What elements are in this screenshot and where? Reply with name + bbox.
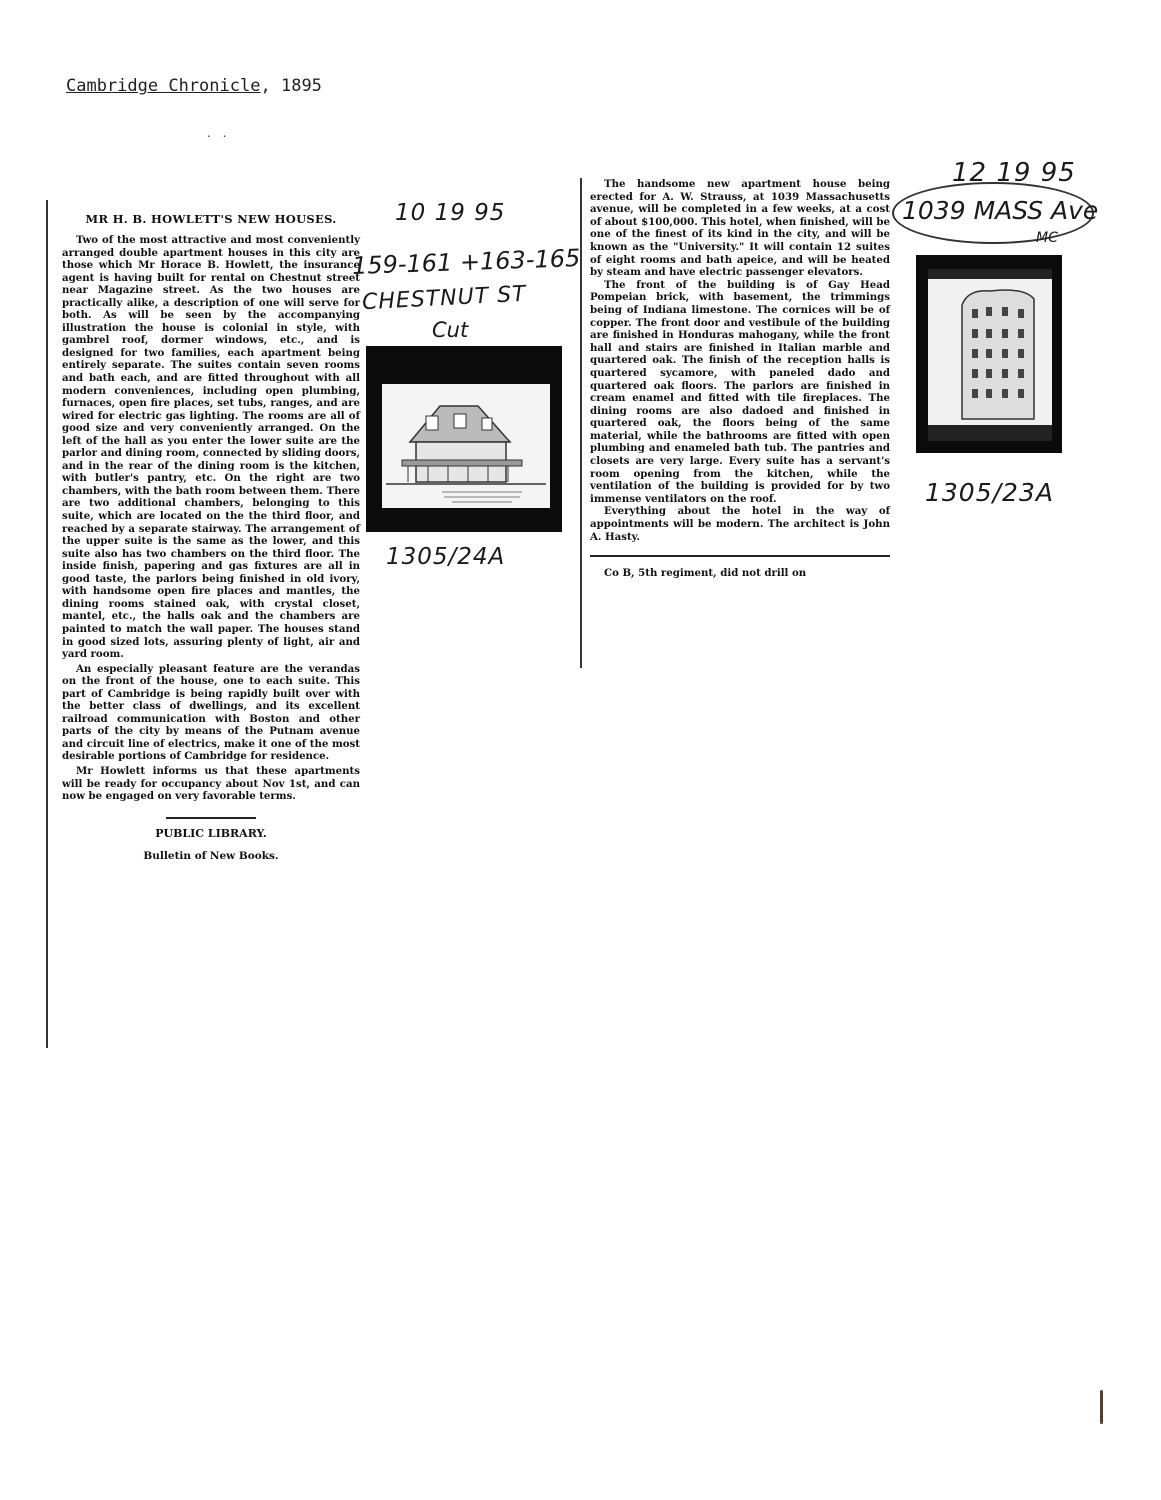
article-paragraph: The front of the building is of Gay Head Pompeian brick, with basement, the trimmings being of Indiana limestone. The cornices will be of copper. The front door and vestibule of the building are finished in Honduras mahogany, while the front hall and stairs are finished in Italian marble and quartered oak. The finish of the reception halls is quartered sycamore, with paneled dado and quartered oak floors. The parlors are finished in cream enamel and fitted with tile fireplaces. The dining rooms are also dadoed and finished in quartered oak, the floors being of the same material, while the bathrooms are fitted with open plumbing and enameled bath tub. The pantries and closets are very large. Every suite has a servant's room opening from the kitchen, while the ventilation of the building is provided for by two immense ventilators on the roof.	[590, 278, 890, 505]
section-subtitle: Bulletin of New Books.	[143, 849, 279, 862]
handwritten-address-left: 159-161 +163-165	[351, 244, 581, 280]
handwritten-catalog-number-right: 1305/23A	[925, 478, 1054, 507]
handwritten-catalog-number-left: 1305/24A	[386, 544, 506, 570]
source-title: Cambridge Chronicle	[66, 76, 261, 96]
house-illustration	[382, 384, 550, 508]
house-photo-thumbnail	[366, 346, 562, 532]
house-illustration-icon	[382, 384, 550, 508]
scan-specks: . .	[207, 126, 231, 140]
handwritten-initials-right: MC	[1036, 230, 1058, 246]
handwritten-date-left: 10 19 95	[395, 200, 506, 226]
article-paragraph: Two of the most attractive and most conveniently arranged double apartment houses in this city are those which Mr Horace B. Howlett, the insurance agent is having built for rental on Chestnut street near Magazine street. As the two houses are practically alike, a description of one will serve for both. As will be seen by the accompanying illustration the house is colonial in style, with gambrel roof, dormer windows, etc., and is designed for two families, each apartment being entirely separate. The suites contain seven rooms and bath each, and are fitted throughout with all modern conveniences, including open plumbing, furnaces, open fire places, set tubs, ranges, and are wired for electric gas lighting. The rooms are all of good size and very conveniently arranged. On the left of the hall as you enter the lower suite are the parlor and dining room, connected by sliding doors, and in the rear of the dining room is the kitchen, with butler's pantry, etc. On the right are two chambers, with the bath room between them. There are two additional chambers, belonging to this suite, which are located on the the third floor, and reached by a separate stairway. The arrangement of the upper suite is the same as the lower, and this suite also has two chambers on the third floor. The inside finish, papering and gas fixtures are all in good taste, the parlors being finished in old ivory, with handsome open fire places and mantles, the dining rooms stained oak, with crystal closet, mantel, etc., the halls oak and the chambers are painted to match the wall paper. The houses stand in good sized lots, assuring plenty of light, air and yard room.	[62, 234, 360, 661]
paper-mark	[1100, 1390, 1103, 1424]
section-rule	[166, 817, 256, 819]
source-separator: ,	[260, 76, 271, 96]
section-title: PUBLIC LIBRARY.	[155, 826, 267, 840]
article-paragraph: Everything about the hotel in the way of appointments will be modern. The architect is John A. Hasty.	[590, 505, 890, 543]
section-rule	[590, 555, 890, 557]
article-headline: MR H. B. HOWLETT'S NEW HOUSES.	[85, 212, 337, 226]
article-paragraph: The handsome new apartment house being erected for A. W. Strauss, at 1039 Massachusetts avenue, will be completed in a few weeks, at a cost of about $100,000. This hotel, when finished, will be one of the finest of its kind in the city, and will be known as the "University." It will contain 12 suites of eight rooms and bath apeice, and will be heated by steam and have electric passenger elevators.	[590, 178, 890, 279]
page-header	[66, 76, 322, 96]
apartment-photo-thumbnail	[916, 255, 1062, 453]
clipping-howlett-houses	[46, 200, 360, 1048]
handwritten-cut-left: Cut	[432, 318, 469, 342]
trailing-line: Co B, 5th regiment, did not drill on	[604, 567, 807, 580]
article-paragraph: An especially pleasant feature are the verandas on the front of the house, one to each suite. This part of Cambridge is being rapidly built over with the better class of dwellings, and its excellent railroad communication with Boston and other parts of the city by means of the Putnam avenue and circuit line of electrics, make it one of the most desirable portions of Cambridge for residence.	[62, 662, 360, 763]
handwritten-address-right: 1039 MASS Ave	[902, 196, 1099, 225]
handwritten-street-left: CHESTNUT ST	[361, 281, 528, 316]
source-year: 1895	[280, 76, 322, 96]
apartment-illustration-icon	[928, 269, 1052, 441]
clipping-apartment-house	[580, 178, 890, 668]
apartment-illustration	[928, 269, 1052, 441]
handwritten-date-right: 12 19 95	[952, 158, 1076, 188]
article-paragraph: Mr Howlett informs us that these apartments will be ready for occupancy about Nov 1st, and can now be engaged on very favorable terms.	[62, 764, 360, 803]
